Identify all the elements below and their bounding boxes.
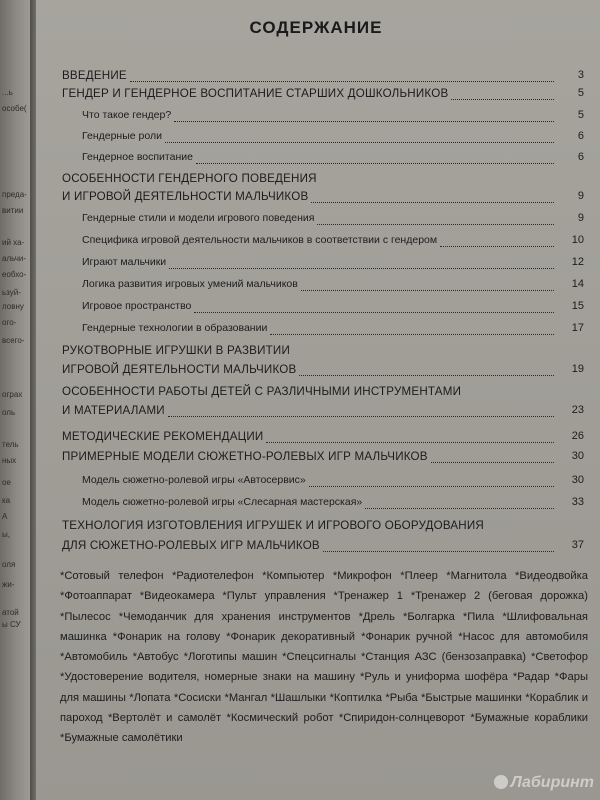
toc-entry-label: ДЛЯ СЮЖЕТНО-РОЛЕВЫХ ИГР МАЛЬЧИКОВ xyxy=(62,539,320,552)
toc-entry-label: РУКОТВОРНЫЕ ИГРУШКИ В РАЗВИТИИ xyxy=(62,344,290,357)
toc-entry xyxy=(82,212,314,224)
toc-entry xyxy=(62,539,320,552)
left-page-text-fragment: особе( xyxy=(2,104,27,113)
toc-page-number: 9 xyxy=(577,190,584,202)
left-page-text-fragment: ы, xyxy=(2,530,10,539)
toc-leader-dots xyxy=(169,268,554,269)
watermark-text: Лабиринт xyxy=(510,774,594,791)
toc-leader-dots xyxy=(440,246,554,247)
toc-entry xyxy=(62,519,484,532)
toc-leader-dots xyxy=(270,334,554,335)
toc-leader-dots xyxy=(311,202,554,203)
toc-page-number: 5 xyxy=(577,87,584,99)
toc-entry xyxy=(82,130,162,142)
toc-page-number: 19 xyxy=(571,363,584,375)
toc-entry-label: Модель сюжетно-ролевой игры «Слесарная мастерская» xyxy=(82,496,363,508)
toc-entry xyxy=(62,172,317,185)
toc-entry-label: ОСОБЕННОСТИ РАБОТЫ ДЕТЕЙ С РАЗЛИЧНЫМИ ИНСТРУМЕНТАМИ xyxy=(62,385,462,398)
toc-entry-label: Гендерное воспитание xyxy=(82,151,193,163)
toc-entry-label: Специфика игровой деятельности мальчиков в соответствии с гендером xyxy=(82,234,438,246)
toc-entry-label: Игровое пространство xyxy=(82,300,192,312)
toc-entry-label: Гендерные технологии в образовании xyxy=(82,322,268,334)
left-page-text-fragment: оль xyxy=(2,408,16,417)
toc-page-number: 30 xyxy=(571,450,584,462)
left-page-text-fragment: жи- xyxy=(2,580,15,589)
left-page-text-fragment: оля xyxy=(2,560,16,569)
left-page-text-fragment: тель xyxy=(2,440,19,449)
left-page-text-fragment: витии xyxy=(2,206,24,215)
left-page-text-fragment: альчи- xyxy=(2,254,27,263)
toc-page-number: 12 xyxy=(571,256,584,268)
toc-page-number: 33 xyxy=(571,496,584,508)
toc-entry-label: Играют мальчики xyxy=(82,256,167,268)
toc-entry-label: ПРИМЕРНЫЕ МОДЕЛИ СЮЖЕТНО-РОЛЕВЫХ ИГР МАЛЬЧИКОВ xyxy=(62,450,428,463)
left-page-text-fragment: ...ь xyxy=(2,88,13,97)
left-page-text-fragment: ое xyxy=(2,478,11,487)
toc-entry-label: ОСОБЕННОСТИ ГЕНДЕРНОГО ПОВЕДЕНИЯ xyxy=(62,172,317,185)
toc-entry-label: Логика развития игровых умений мальчиков xyxy=(82,278,298,290)
toc-entry-label: ГЕНДЕР И ГЕНДЕРНОЕ ВОСПИТАНИЕ СТАРШИХ ДОШКОЛЬНИКОВ xyxy=(62,87,449,100)
left-page-text-fragment: ных xyxy=(2,456,17,465)
toc-page-number: 15 xyxy=(571,300,584,312)
left-page-text-fragment: ограх xyxy=(2,390,23,399)
toc-entry xyxy=(62,385,461,398)
toc-page-number: 26 xyxy=(571,430,584,442)
left-page-text-fragment: ого- xyxy=(2,318,17,327)
left-page-text-fragment: А xyxy=(2,512,8,521)
toc-leader-dots xyxy=(323,551,554,552)
toc-leader-dots xyxy=(431,462,554,463)
toc-entry-label: Что такое гендер? xyxy=(82,109,172,121)
toc-entry-label: ИГРОВОЙ ДЕЯТЕЛЬНОСТИ МАЛЬЧИКОВ xyxy=(62,363,297,376)
toc-entry xyxy=(62,190,308,203)
toc-leader-dots xyxy=(196,163,554,164)
contents-page xyxy=(36,0,600,800)
page-title: СОДЕРЖАНИЕ xyxy=(249,18,383,37)
toy-list: *Сотовый телефон *Радиотелефон *Компьютер *Микрофон *Плеер *Магнитола *Видеодвойка *Фотоаппарат *Видеокамера *Пульт управления *Тренажер 1 *Тренажер 2 (беговая дорожка) *Пылесос *Чемоданчик для хранения инструментов *Дрель *Болгарка *Пила *Шлифовальная машинка *Фонарик на голову *Фонарик декоративный *Фонарик ручной *Насос для автомобиля *Автомобиль *Автобус *Логотипы машин *Спецсигналы *Станция АЗС (бензозаправка) *Светофор *Удостоверение водителя, номерные знаки на машину *Руль и униформа шофёра *Радар *Фары для машины *Лопата *Сосиски *Мангал *Шашлыки *Коптилка *Рыба *Быстрые машинки *Кораблик и пароход *Вертолёт и самолёт *Космический робот *Спиридон-солнцеворот *Бумажные кораблики *Бумажные самолётики xyxy=(60,570,588,745)
labirint-logo-icon xyxy=(494,775,508,789)
toc-page-number: 5 xyxy=(577,109,584,121)
toc-leader-dots xyxy=(194,312,554,313)
toc-entry-label: МЕТОДИЧЕСКИЕ РЕКОМЕНДАЦИИ xyxy=(62,430,264,443)
toc-entry-label: И МАТЕРИАЛАМИ xyxy=(62,404,165,417)
toc-leader-dots xyxy=(365,508,554,509)
left-page-text-fragment: еобхо- xyxy=(2,270,27,279)
toc-entry xyxy=(82,234,437,246)
toc-leader-dots xyxy=(301,290,554,291)
left-page-text-fragment: ьзуй- xyxy=(2,288,21,297)
toc-leader-dots xyxy=(174,121,554,122)
toc-entry-label: Гендерные роли xyxy=(82,130,162,142)
toc-leader-dots xyxy=(165,142,554,143)
toc-entry xyxy=(62,69,127,82)
toc-entry xyxy=(82,300,191,312)
toc-leader-dots xyxy=(317,224,554,225)
toc-leader-dots xyxy=(266,442,554,443)
toc-entry-label: ВВЕДЕНИЕ xyxy=(62,69,127,82)
toc-entry xyxy=(82,151,193,163)
toc-page-number: 23 xyxy=(571,404,584,416)
toc-entry xyxy=(62,450,428,463)
left-page-text-fragment: всего- xyxy=(2,336,25,345)
left-page-text-fragment: ка xyxy=(2,496,11,505)
toc-page-number: 17 xyxy=(571,322,584,334)
toc-entry xyxy=(62,87,448,100)
toc-page-number: 6 xyxy=(577,130,584,142)
toc-entry-label: ТЕХНОЛОГИЯ ИЗГОТОВЛЕНИЯ ИГРУШЕК И ИГРОВОГО ОБОРУДОВАНИЯ xyxy=(62,519,484,532)
left-page-text-fragment: ловну xyxy=(2,302,24,311)
toc-page-number: 9 xyxy=(577,212,584,224)
left-page-text-fragment: преда- xyxy=(2,190,27,199)
toc-entry xyxy=(82,278,298,290)
toc-entry xyxy=(82,496,362,508)
toc-entry-label: Гендерные стили и модели игрового поведения xyxy=(82,212,315,224)
toc-leader-dots xyxy=(309,486,554,487)
toc-entry xyxy=(82,109,171,121)
toc-entry xyxy=(62,363,296,376)
toc-entry-label: И ИГРОВОЙ ДЕЯТЕЛЬНОСТИ МАЛЬЧИКОВ xyxy=(62,190,309,203)
toc-entry xyxy=(82,474,306,486)
toc-entry xyxy=(82,256,166,268)
toc-entry xyxy=(62,404,165,417)
labirint-watermark xyxy=(494,774,594,792)
toc-entry xyxy=(62,430,263,443)
toc-page-number: 37 xyxy=(571,539,584,551)
toc-entry xyxy=(82,322,267,334)
left-page-text-fragment: атой xyxy=(2,608,19,617)
previous-page-edge xyxy=(0,0,30,800)
toc-entry xyxy=(62,344,290,357)
toc-page-number: 6 xyxy=(577,151,584,163)
toc-page-number: 30 xyxy=(571,474,584,486)
toc-page-number: 10 xyxy=(571,234,584,246)
toc-leader-dots xyxy=(299,375,554,376)
toc-page-number: 14 xyxy=(571,278,584,290)
toc-leader-dots xyxy=(130,81,554,82)
toc-leader-dots xyxy=(451,99,554,100)
toc-leader-dots xyxy=(168,416,554,417)
left-page-text-fragment: ий ха- xyxy=(2,238,25,247)
toc-entry-label: Модель сюжетно-ролевой игры «Автосервис» xyxy=(82,474,306,486)
left-page-text-fragment: ы СУ xyxy=(2,620,21,629)
toc-page-number: 3 xyxy=(577,69,584,81)
